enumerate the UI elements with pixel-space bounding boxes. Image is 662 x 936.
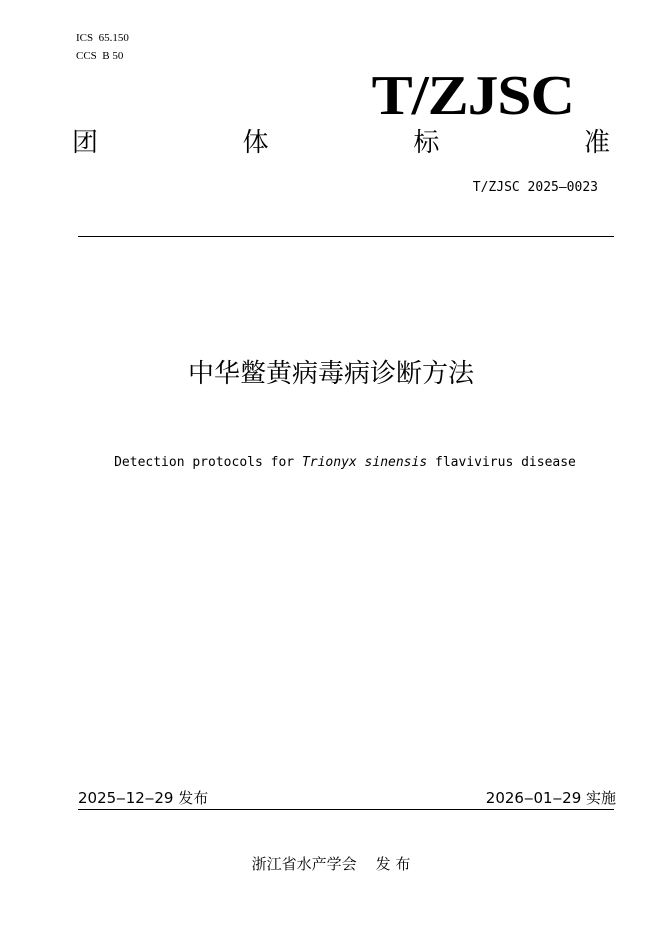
title-english-species: Trionyx sinensis bbox=[301, 455, 428, 470]
title-english-prefix: Detection protocols for bbox=[114, 455, 302, 470]
implementation-date: 2026‒01‒29 实施 bbox=[485, 789, 616, 807]
title-chinese: 中华鳖黄病毒病诊断方法 bbox=[187, 359, 474, 389]
document-number: T/ZJSC 2025—0023 bbox=[472, 180, 598, 195]
release-date: 2025‒12‒29 发布 bbox=[78, 789, 209, 807]
publisher: 浙江省水产学会 发 布 bbox=[251, 855, 411, 873]
standard-type-char: 准 bbox=[583, 128, 610, 158]
standard-type-char: 团 bbox=[72, 128, 99, 158]
ccs-code: CCS B 50 bbox=[76, 50, 124, 62]
standard-type-char: 标 bbox=[413, 128, 440, 158]
ics-code: ICS 65.150 bbox=[76, 32, 129, 44]
standard-logo: T/ZJSC bbox=[371, 65, 574, 127]
title-english-suffix: flavivirus disease bbox=[427, 455, 576, 470]
header-divider bbox=[78, 236, 614, 237]
standard-type bbox=[72, 126, 610, 160]
footer-divider bbox=[78, 809, 614, 810]
title-english bbox=[0, 454, 662, 472]
standard-type-char: 体 bbox=[242, 128, 269, 158]
